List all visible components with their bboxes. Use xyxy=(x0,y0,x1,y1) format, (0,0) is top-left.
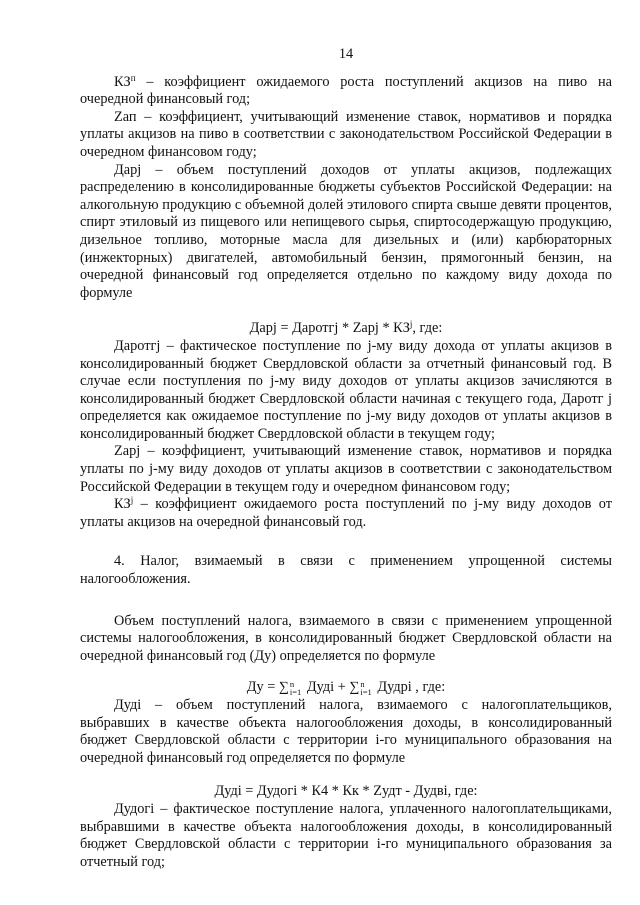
definition-zap: Zап – коэффициент, учитывающий изменение ставок, нормативов и порядка уплаты акцизов на пиво в соответствии с законодательством Российской Федерации в очередном финансовом году; xyxy=(80,108,612,160)
sum-sigma-2: ∑ xyxy=(349,680,360,696)
definition-kzj xyxy=(80,496,612,531)
kz-symbol: КЗ xyxy=(114,73,131,90)
formula-du-term-1: Дуді + xyxy=(303,679,350,696)
sum-lower-2: i=1 xyxy=(360,687,372,698)
formula-dudi: Дуді = Дудогі * К4 * Кк * Zудт - Дудві, где: xyxy=(214,783,478,800)
formula-dar-text: Дарj = Даротгj * Zарj * КЗ xyxy=(249,320,410,337)
formula-dar xyxy=(80,320,612,338)
definition-dudogi: Дудогі – фактическое поступление налога, уплаченного налогоплательщиками, выбравшими в качестве объекта налогообложения доходы, в консолидированный бюджет Свердловской области с территории і-го муниципального образования за отчетный год; xyxy=(80,800,612,870)
kzj-symbol: КЗ xyxy=(114,496,131,513)
document-page xyxy=(80,46,612,871)
page-number: 14 xyxy=(338,46,354,62)
sum-upper-2: n xyxy=(360,679,365,690)
sum-lower-1: i=1 xyxy=(289,687,302,698)
sum-limits-1 xyxy=(290,680,301,696)
formula-du xyxy=(80,679,612,697)
definition-kz-beer xyxy=(80,74,612,109)
definition-darotg: Даротгj – фактическое поступление по j-му виду дохода от уплаты акцизов в консолидированный бюджет Свердловской области за отчетный финансовый год. В случае если поступления по j-му виду доходов от уплаты акцизов зачисляются в консолидированный бюджет Свердловской области начиная с текущего года, Даротг j определяется как ожидаемое поступление по j-му виду доходов от уплаты акцизов в консолидированный бюджет Свердловской области в текущем году; xyxy=(80,337,612,442)
sum-sigma-1: ∑ xyxy=(278,680,289,696)
kz-superscript: п xyxy=(130,72,136,83)
sum-limits-2 xyxy=(360,680,371,696)
formula-du-term-2: Дудрі xyxy=(373,679,412,696)
definition-dudi: Дуді – объем поступлений налога, взимаемого с налогоплательщиков, выбравших в качестве объекта налогообложения доходы, в консолидированный бюджет Свердловской области с территории і-го муниципального образования на очередной финансовый год определяется по формуле xyxy=(80,697,612,766)
formula-du-lhs: Ду = xyxy=(246,679,279,696)
section-4-heading: 4. Налог, взимаемый в связи с применением упрощенной системы налогообложения. xyxy=(80,553,612,588)
kz-definition-text: – коэффициент ожидаемого роста поступлений акцизов на пиво на очередной финансовый год; xyxy=(80,73,612,108)
formula-dar-tail: , где: xyxy=(412,320,443,337)
section-4-intro: Объем поступлений налога, взимаемого в связи с применением упрощенной системы налогообложения, в консолидированный бюджет Свердловской области на очередной финансовый год (Ду) определяется по формуле xyxy=(80,612,612,664)
definition-darj: Дарj – объем поступлений доходов от уплаты акцизов, подлежащих распределению в консолидированные бюджеты субъектов Российской Федерации: на алкогольную продукцию с объемной долей этилового спирта свыше девяти процентов, спирт этиловый из пищевого или непищевого сырья, спиртосодержащую продукцию, дизельное топливо, моторные масла для дизельных и (или) карбюраторных (инжекторных) двигателей, автомобильный бензин, прямогонный бензин, на очередной финансовый год определяется отдельно по каждому виду дохода по формуле xyxy=(80,161,612,301)
kzj-definition-text: – коэффициент ожидаемого роста поступлений по j-му виду доходов от уплаты акцизов на очередной финансовый год. xyxy=(80,496,612,530)
formula-dar-superscript: j xyxy=(409,319,413,330)
formula-du-tail: , где: xyxy=(411,679,446,696)
sum-upper-1: n xyxy=(289,679,295,690)
kzj-superscript: j xyxy=(130,495,134,506)
definition-zarj: Zарj – коэффициент, учитывающий изменение ставок, нормативов и порядка уплаты по j-му виду доходов от уплаты акцизов в соответствии с законодательством Российской Федерации в текущем году и очередном финансовом году; xyxy=(80,443,612,495)
